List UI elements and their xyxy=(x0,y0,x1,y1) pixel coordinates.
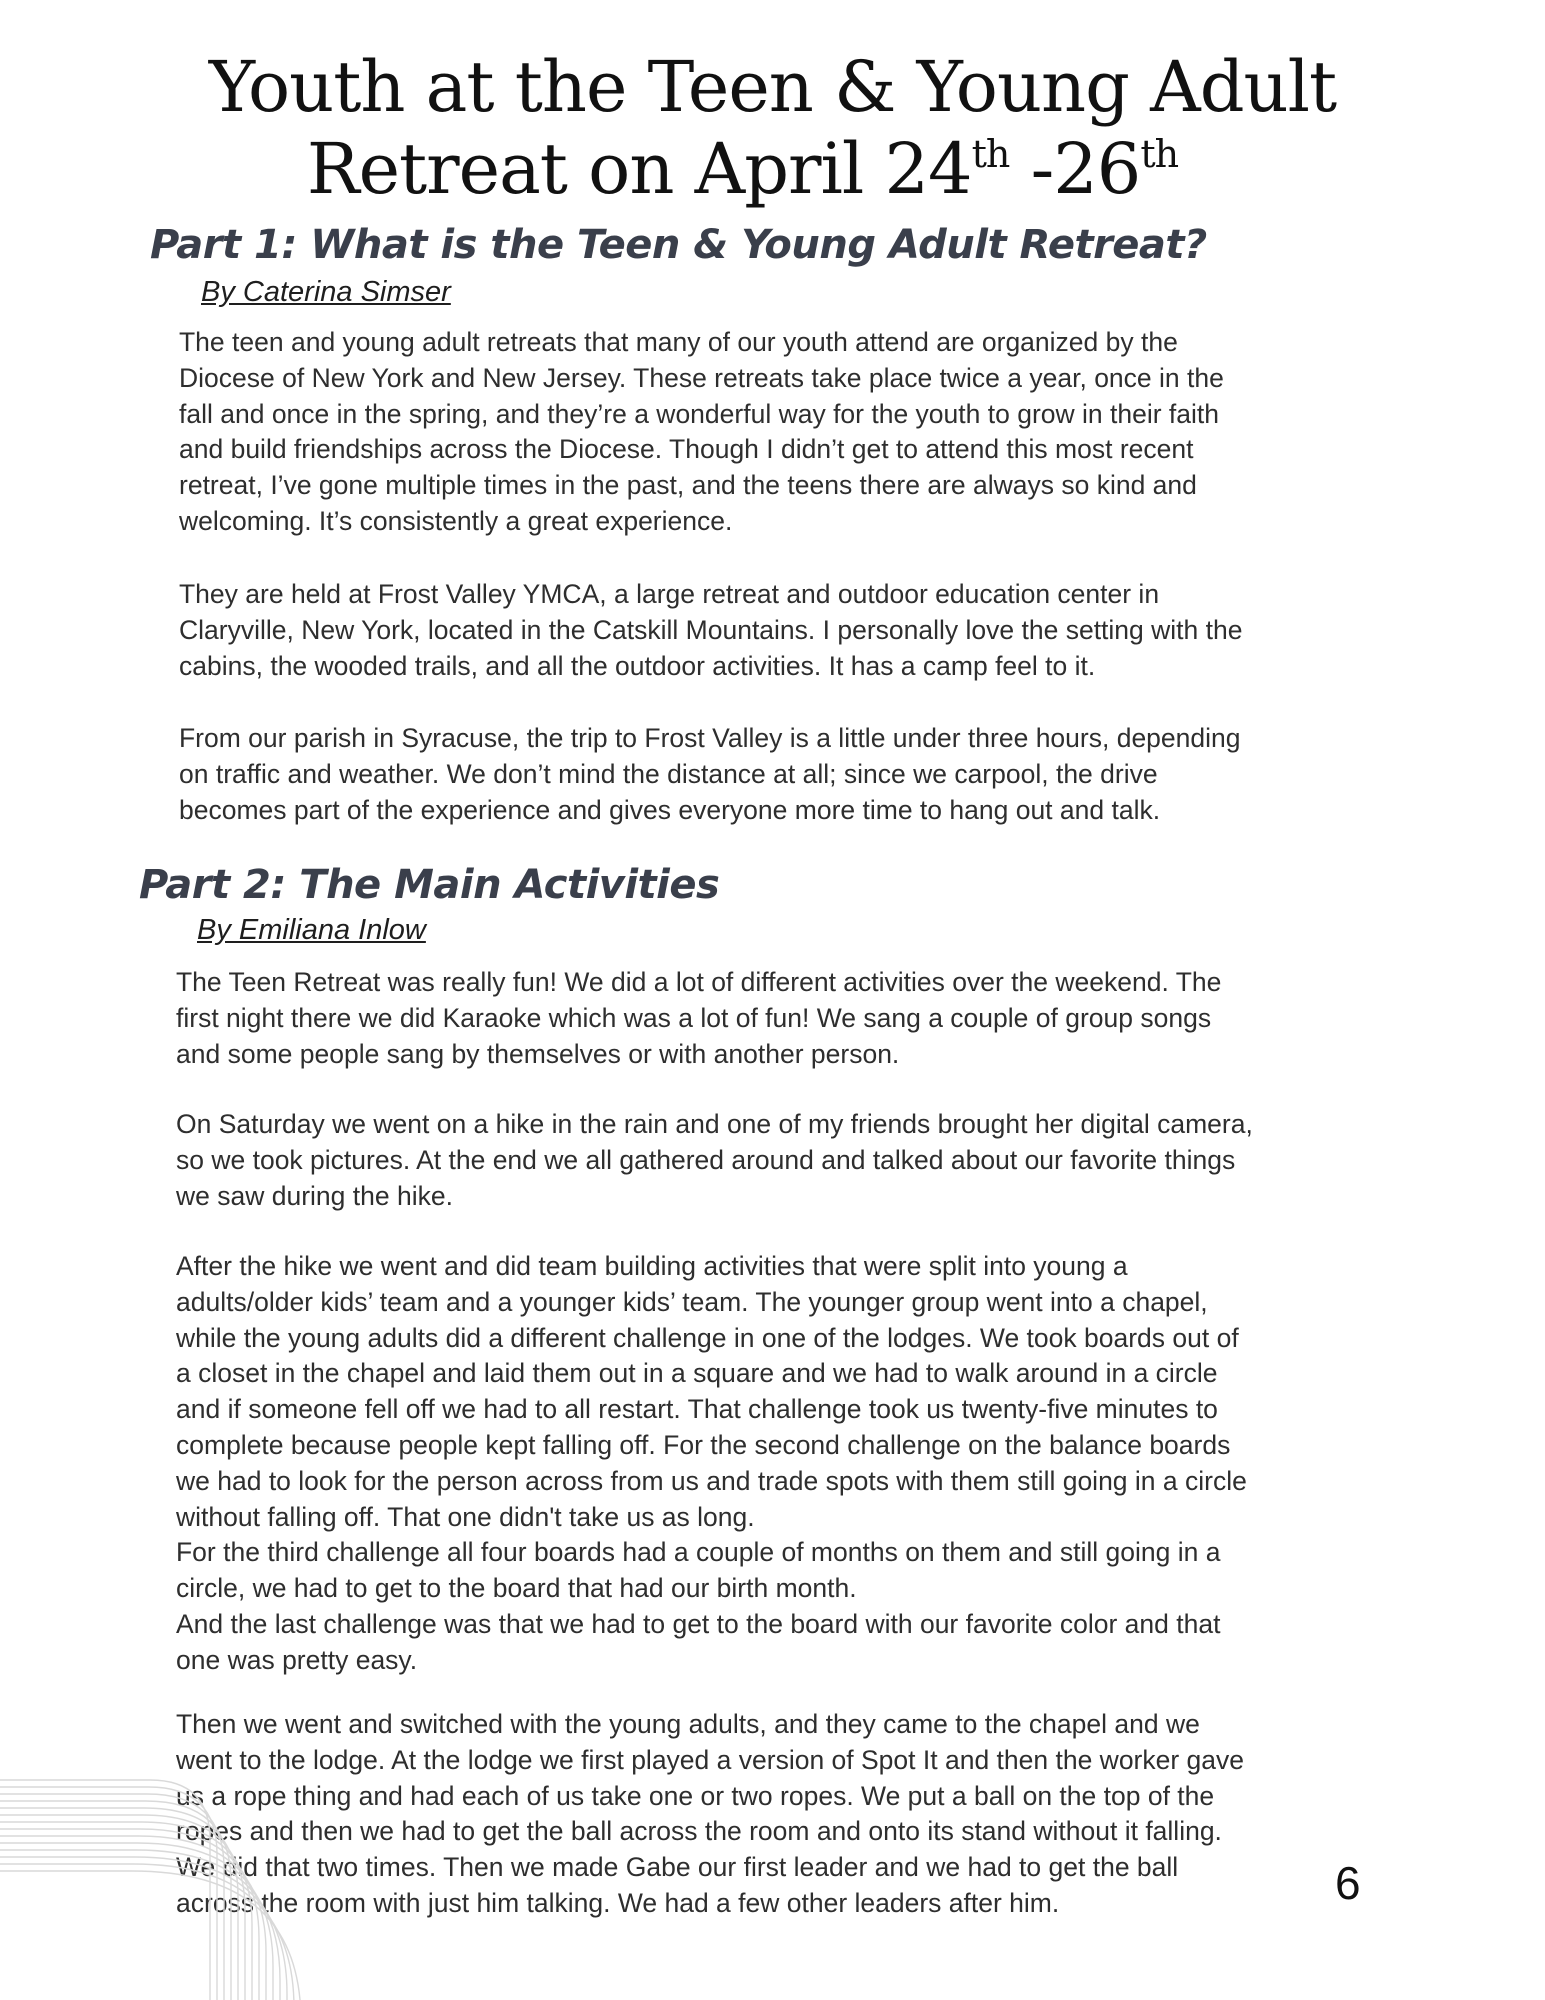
ornament-line xyxy=(0,1871,301,2000)
text-line: The Teen Retreat was really fun! We did a lot of different activities over the weekend. The xyxy=(176,967,1222,997)
text-line: us a rope thing and had each of us take one or two ropes. We put a ball on the top of the xyxy=(176,1780,1215,1811)
page-title xyxy=(0,46,1545,210)
curved-lines-ornament xyxy=(0,1760,360,2000)
ornament-line xyxy=(0,1822,252,2000)
title-line-2 xyxy=(0,128,1545,210)
title-line-2-text: Retreat on April 24 xyxy=(306,128,972,210)
part1-paragraph-2 xyxy=(179,577,1242,684)
text-line: We did that two times. Then we made Gabe our first leader and we had to get the ball xyxy=(176,1852,1179,1883)
part1-paragraph-1 xyxy=(179,325,1224,540)
text-line: across the room with just him talking. We had a few other leaders after him. xyxy=(176,1887,1060,1918)
text-line: retreat, I’ve gone multiple times in the past, and the teens there are always so kind and xyxy=(179,470,1197,501)
text-line: They are held at Frost Valley YMCA, a large retreat and outdoor education center in xyxy=(179,579,1160,609)
part2-paragraph-3 xyxy=(176,1249,1247,1679)
ornament-line xyxy=(0,1843,273,2000)
part2-heading: Part 2: The Main Activities xyxy=(139,862,720,908)
text-line: we had to look for the person across from us and trade spots with them still going in a circle xyxy=(176,1465,1247,1496)
text-line: went to the lodge. At the lodge we first played a version of Spot It and then the worker gave xyxy=(176,1744,1245,1775)
text-line: Claryville, New York, located in the Catskill Mountains. I personally love the setting with the xyxy=(179,614,1243,645)
ornament-line xyxy=(0,1794,224,2000)
text-line: on traffic and weather. We don’t mind the distance at all; since we carpool, the drive xyxy=(179,758,1158,789)
title-line-2-mid: -26 xyxy=(1009,128,1141,210)
text-line: For the third challenge all four boards had a couple of months on them and still going in a xyxy=(176,1537,1221,1568)
text-line: The teen and young adult retreats that many of our youth attend are organized by the xyxy=(179,327,1178,357)
text-line: one was pretty easy. xyxy=(176,1644,418,1675)
text-line: After the hike we went and did team building activities that were split into young a xyxy=(176,1251,1128,1281)
text-line: and build friendships across the Diocese. Though I didn’t get to attend this most recent xyxy=(179,434,1194,465)
text-line: Diocese of New York and New Jersey. These retreats take place twice a year, once in the xyxy=(179,362,1224,393)
ornament-line xyxy=(0,1787,217,2000)
text-line: cabins, the wooded trails, and all the outdoor activities. It has a camp feel to it. xyxy=(179,650,1096,681)
part1-paragraph-3 xyxy=(179,721,1241,828)
part2-paragraph-2 xyxy=(176,1107,1253,1214)
title-line-1: Youth at the Teen & Young Adult xyxy=(208,46,1337,128)
text-line: while the young adults did a different challenge in one of the lodges. We took boards out of xyxy=(176,1322,1239,1353)
part1-byline: By Caterina Simser xyxy=(201,276,451,308)
text-line: welcoming. It’s consistently a great experience. xyxy=(179,505,733,536)
ornament-line xyxy=(0,1780,210,2000)
text-line: becomes part of the experience and gives everyone more time to hang out and talk. xyxy=(179,794,1161,825)
part1-heading: Part 1: What is the Teen & Young Adult Retreat? xyxy=(150,222,1207,268)
part2-byline: By Emiliana Inlow xyxy=(197,914,426,946)
text-line: and if someone fell off we had to all restart. That challenge took us twenty-five minutes to xyxy=(176,1394,1218,1425)
text-line: without falling off. That one didn't take us as long. xyxy=(176,1501,755,1532)
text-line: fall and once in the spring, and they’re a wonderful way for the youth to grow in their faith xyxy=(179,398,1219,429)
text-line: we saw during the hike. xyxy=(176,1180,453,1211)
page-number: 6 xyxy=(1335,1857,1361,1909)
text-line: ropes and then we had to get the ball across the room and onto its stand without it falling. xyxy=(176,1816,1222,1847)
text-line: circle, we had to get to the board that had our birth month. xyxy=(176,1573,857,1604)
text-line: and some people sang by themselves or with another person. xyxy=(176,1038,900,1069)
text-line: complete because people kept falling off. For the second challenge on the balance boards xyxy=(176,1429,1231,1460)
text-line: From our parish in Syracuse, the trip to Frost Valley is a little under three hours, depending xyxy=(179,723,1241,753)
ornament-line xyxy=(0,1808,238,2000)
ornament-line xyxy=(0,1836,266,2000)
title-superscript-2: th xyxy=(1140,132,1179,176)
text-line: Then we went and switched with the young adults, and they came to the chapel and we xyxy=(176,1709,1200,1739)
text-line: first night there we did Karaoke which was a lot of fun! We sang a couple of group songs xyxy=(176,1002,1212,1033)
text-line: a closet in the chapel and laid them out in a square and we had to walk around in a circle xyxy=(176,1358,1218,1389)
part2-paragraph-1 xyxy=(176,965,1221,1072)
text-line: On Saturday we went on a hike in the rain and one of my friends brought her digital camera, xyxy=(176,1109,1253,1139)
text-line: adults/older kids’ team and a younger kids’ team. The younger group went into a chapel, xyxy=(176,1286,1208,1317)
text-line: so we took pictures. At the end we all gathered around and talked about our favorite things xyxy=(176,1144,1236,1175)
title-superscript-1: th xyxy=(971,132,1010,176)
text-line: And the last challenge was that we had to get to the board with our favorite color and that xyxy=(176,1608,1221,1639)
